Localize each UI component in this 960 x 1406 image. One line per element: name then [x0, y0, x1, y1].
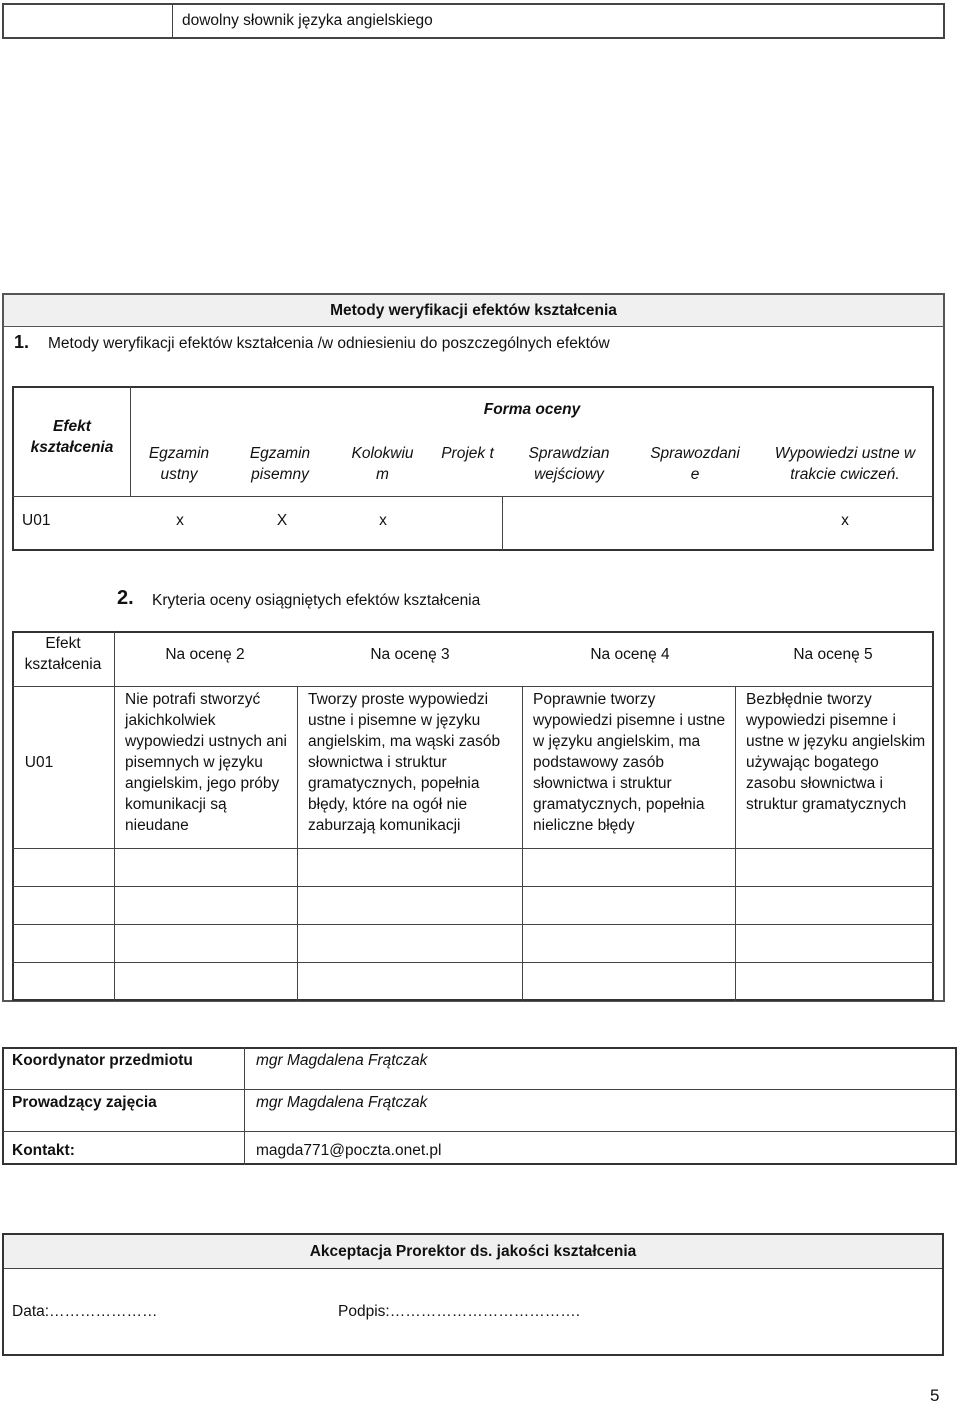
prowadzacy-value: mgr Magdalena Frątczak: [256, 1094, 428, 1111]
forma-oceny-label: Forma oceny: [483, 401, 581, 418]
criteria-header-ocena2: Na ocenę 2: [165, 646, 245, 663]
kontakt-value: magda771@poczta.onet.pl: [256, 1142, 442, 1159]
col-wypowiedzi: Wypowiedzi ustne w trakcie cwiczeń.: [774, 445, 916, 483]
criteria-header-ocena4: Na ocenę 4: [590, 646, 670, 663]
criteria-col-divider: [735, 686, 736, 1001]
row-u01-label: U01: [22, 512, 51, 529]
forma-col-divider: [502, 496, 503, 551]
criteria-row-ocena4: Poprawnie tworzy wypowiedzi pisemne i ustne w języku angielskim, ma podstawowy zasób słownictwa i struktur gramatycznych, popełnia nieliczne błędy: [533, 691, 726, 834]
col-egzamin-pisemny: Egzamin pisemny: [249, 445, 311, 483]
mark-wypowiedzi: x: [841, 512, 849, 529]
mark-egzamin-ustny: x: [176, 512, 184, 529]
mark-egzamin-pisemny: X: [276, 512, 288, 529]
info-row-divider: [2, 1131, 957, 1132]
col-sprawdzian: Sprawdzian wejściowy: [528, 445, 610, 483]
criteria-row-divider: [12, 886, 934, 887]
section2-number: 2.: [117, 587, 134, 609]
prowadzacy-label: Prowadzący zajęcia: [12, 1094, 157, 1111]
section2-title: Kryteria oceny osiągniętych efektów kształcenia: [152, 592, 481, 609]
criteria-row-ocena3: Tworzy proste wypowiedzi ustne i pisemne w języku angielskim, ma wąski zasób słownictwa i struktur gramatycznych, popełnia błędy, które na ogół nie zaburzają komunikacji: [308, 691, 501, 834]
section1-number: 1.: [14, 332, 30, 352]
criteria-col-divider: [114, 631, 115, 1001]
kontakt-label: Kontakt:: [12, 1142, 75, 1159]
acceptance-podpis: Podpis:……………………………….: [338, 1303, 581, 1320]
criteria-row-divider: [12, 848, 934, 849]
col-projekt: Projek t: [441, 445, 494, 462]
literature-divider: [172, 3, 173, 39]
col-egzamin-ustny: Egzamin ustny: [148, 445, 210, 483]
info-col-divider: [244, 1047, 245, 1165]
forma-row-divider: [12, 496, 934, 497]
info-row-divider: [2, 1089, 957, 1090]
acceptance-data: Data:…………………: [12, 1303, 158, 1320]
criteria-row-divider: [12, 924, 934, 925]
col-kolokwium: Kolokwiu m: [351, 445, 414, 483]
criteria-col-divider: [297, 686, 298, 1001]
criteria-col-divider: [522, 686, 523, 1001]
acceptance-title: Akceptacja Prorektor ds. jakości kształcenia: [309, 1243, 637, 1260]
literature-text: dowolny słownik języka angielskiego: [182, 12, 433, 29]
mark-kolokwium: x: [379, 512, 387, 529]
page-number: 5: [930, 1386, 940, 1405]
section1-title: Metody weryfikacji efektów kształcenia /w odniesieniu do poszczególnych efektów: [48, 335, 610, 352]
criteria-header-ocena5: Na ocenę 5: [793, 646, 873, 663]
criteria-row-ocena2: Nie potrafi stworzyć jakichkolwiek wypowiedzi ustnych ani pisemnych w języku angielskim, jego próby komunikacji są nieudane: [125, 691, 287, 834]
criteria-row-efekt: U01: [24, 754, 54, 771]
koordynator-value: mgr Magdalena Frątczak: [256, 1052, 428, 1069]
criteria-row-ocena5: Bezbłędnie tworzy wypowiedzi pisemne i ustne w języku angielskim używając bogatego zasobu słownictwa i struktur gramatycznych: [746, 691, 926, 813]
verification-header: Metody weryfikacji efektów kształcenia: [330, 302, 617, 319]
criteria-header-ocena3: Na ocenę 3: [370, 646, 450, 663]
criteria-row-divider: [12, 962, 934, 963]
criteria-header-efekt: Efekt kształcenia: [24, 635, 102, 673]
forma-efekt-label: Efekt kształcenia: [30, 418, 114, 456]
criteria-row-divider: [12, 686, 934, 687]
col-sprawozdanie: Sprawozdani e: [650, 445, 740, 483]
koordynator-label: Koordynator przedmiotu: [12, 1052, 193, 1069]
